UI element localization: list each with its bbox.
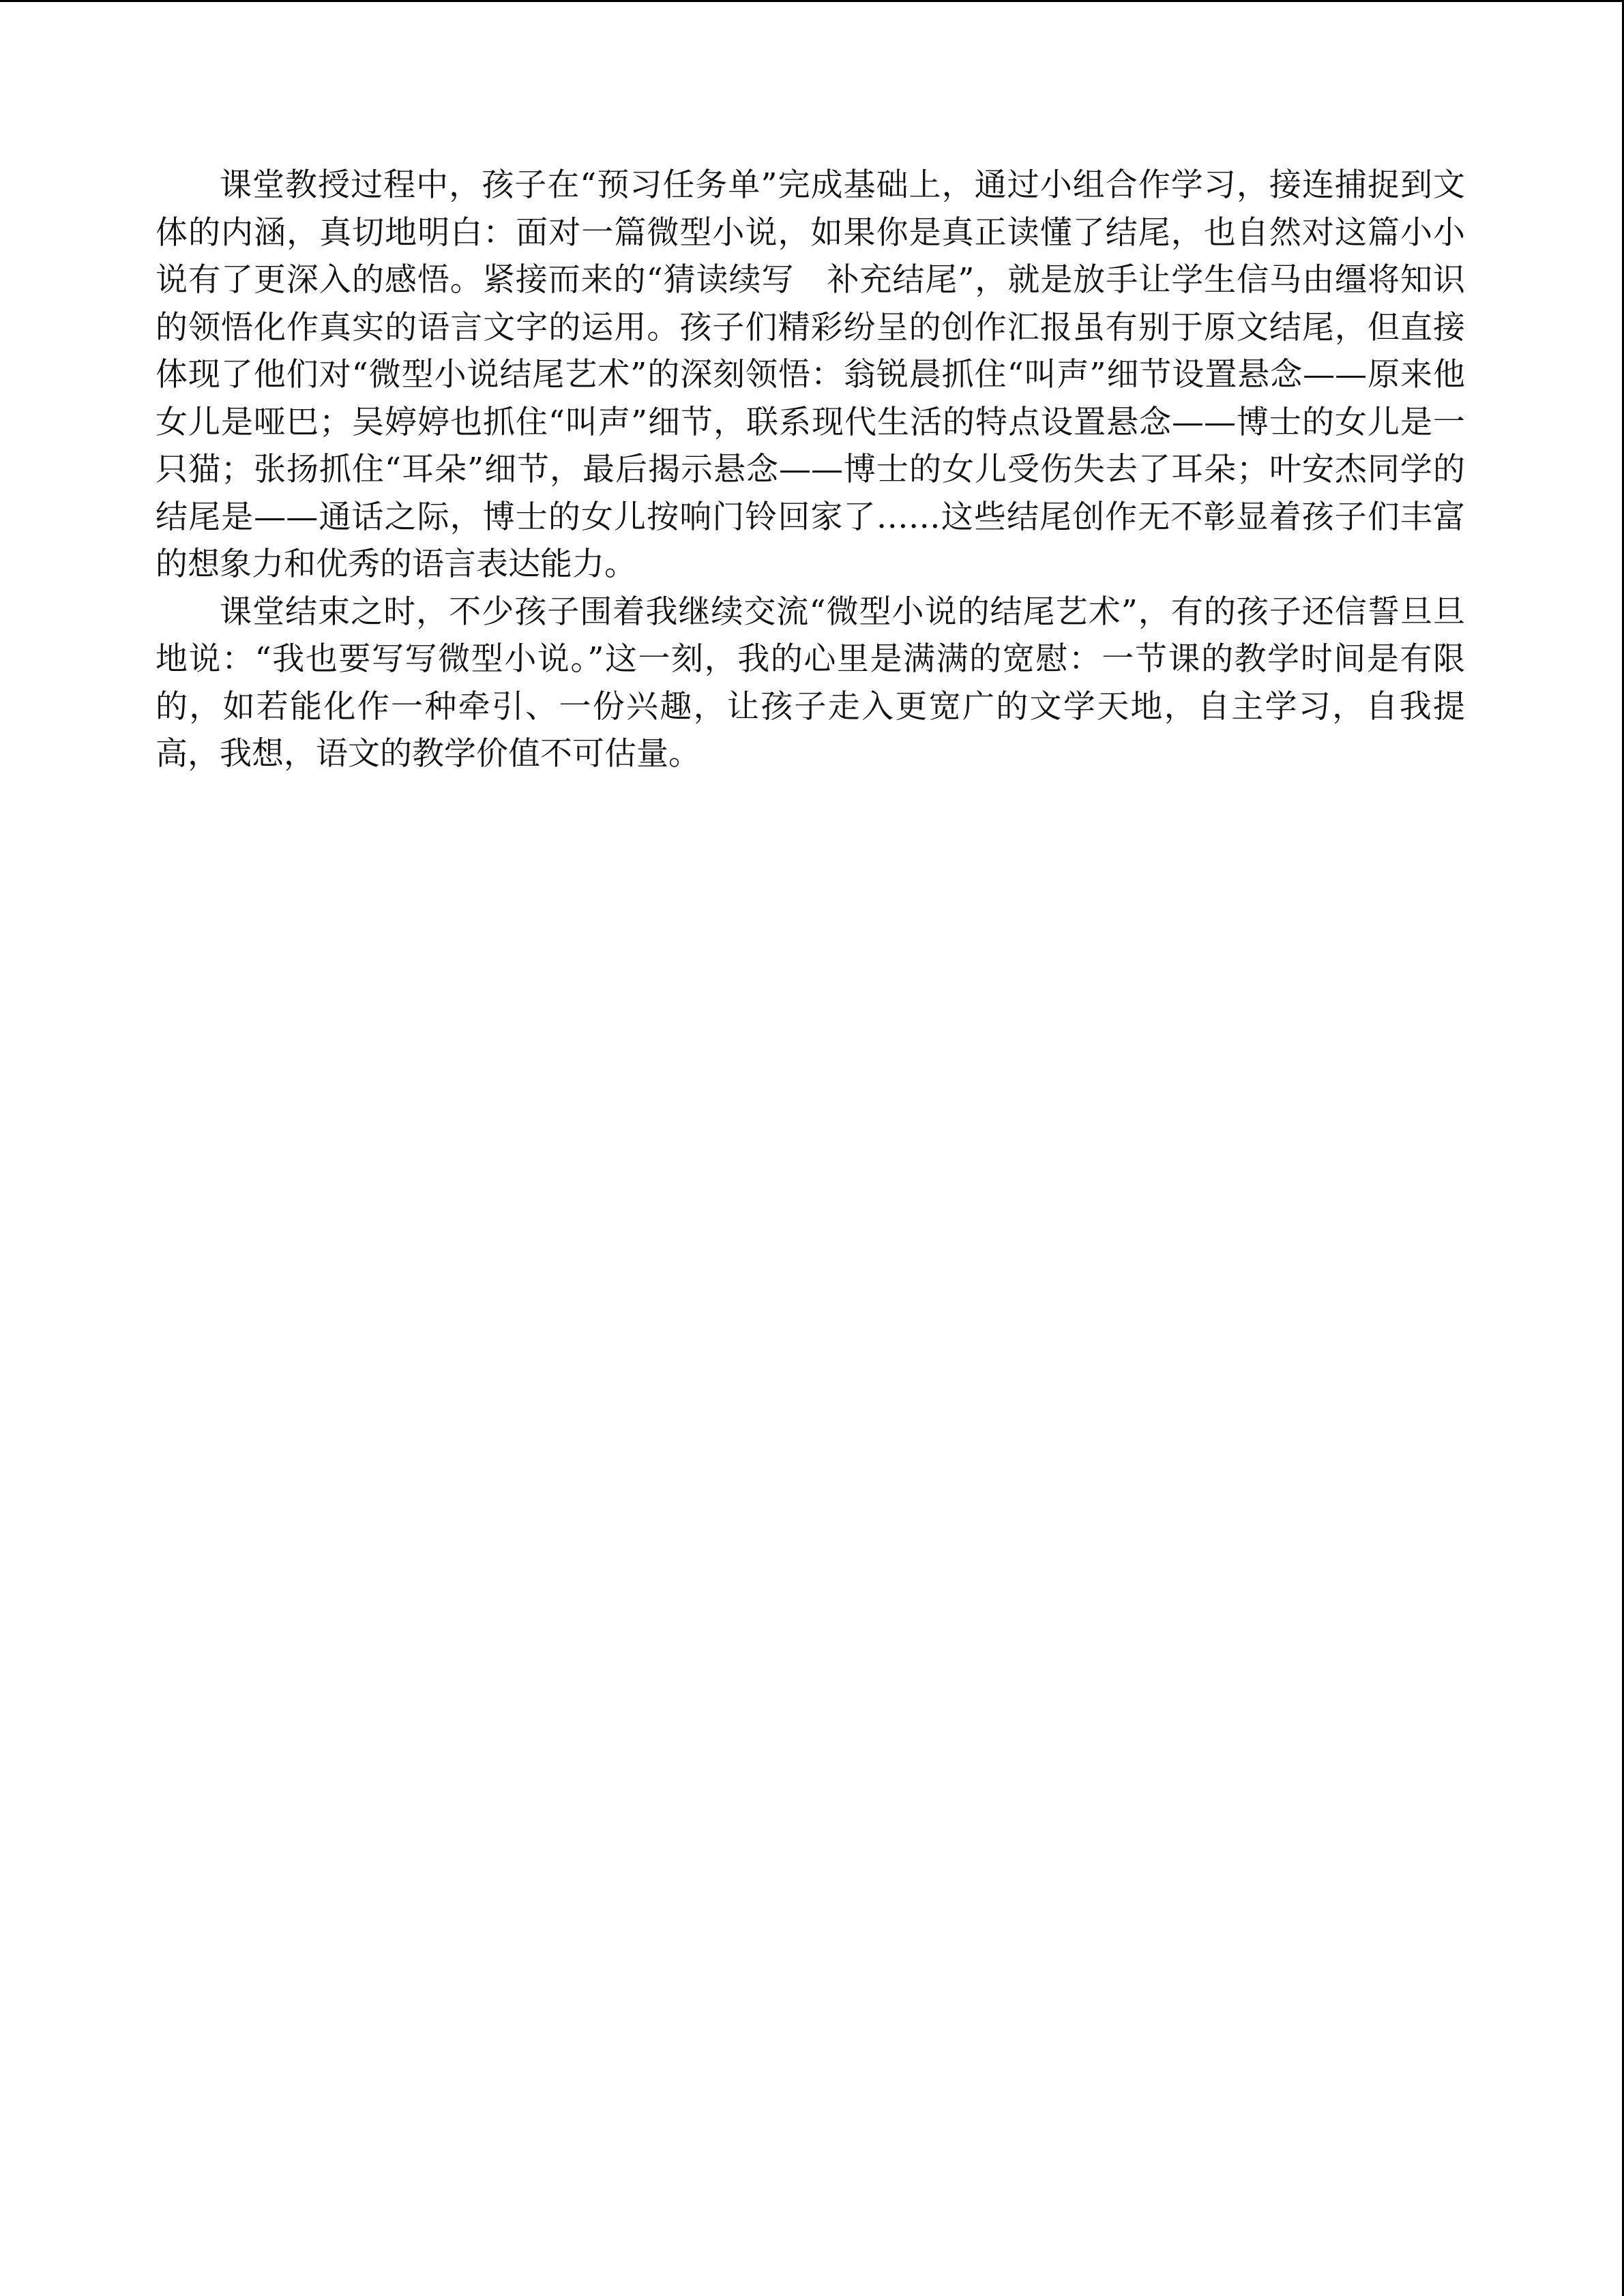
document-body [156,162,1465,778]
paragraph-2: 课堂结束之时，不少孩子围着我继续交流“微型小说的结尾艺术”，有的孩子还信誓旦旦地说：“我也要写写微型小说。”这一刻，我的心里是满满的宽慰：一节课的教学时间是有限的，如若能化作一种牵引、一份兴趣，让孩子走入更宽广的文学天地，自主学习，自我提高，我想，语文的教学价值不可估量。 [156,593,1465,773]
paragraph-1: 课堂教授过程中，孩子在“预习任务单”完成基础上，通过小组合作学习，接连捕捉到文体的内涵，真切地明白：面对一篇微型小说，如果你是真正读懂了结尾，也自然对这篇小小说有了更深入的感悟。紧接而来的“猜读续写 补充结尾”，就是放手让学生信马由缰将知识的领悟化作真实的语言文字的运用。孩子们精彩纷呈的创作汇报虽有别于原文结尾，但直接体现了他们对“微型小说结尾艺术”的深刻领悟：翁锐晨抓住“叫声”细节设置悬念——原来他女儿是哑巴；吴婷婷也抓住“叫声”细节，联系现代生活的特点设置悬念——博士的女儿是一只猫；张扬抓住“耳朵”细节，最后揭示悬念——博士的女儿受伤失去了耳朵；叶安杰同学的结尾是——通话之际，博士的女儿按响门铃回家了……这些结尾创作无不彰显着孩子们丰富的想象力和优秀的语言表达能力。 [156,166,1465,583]
